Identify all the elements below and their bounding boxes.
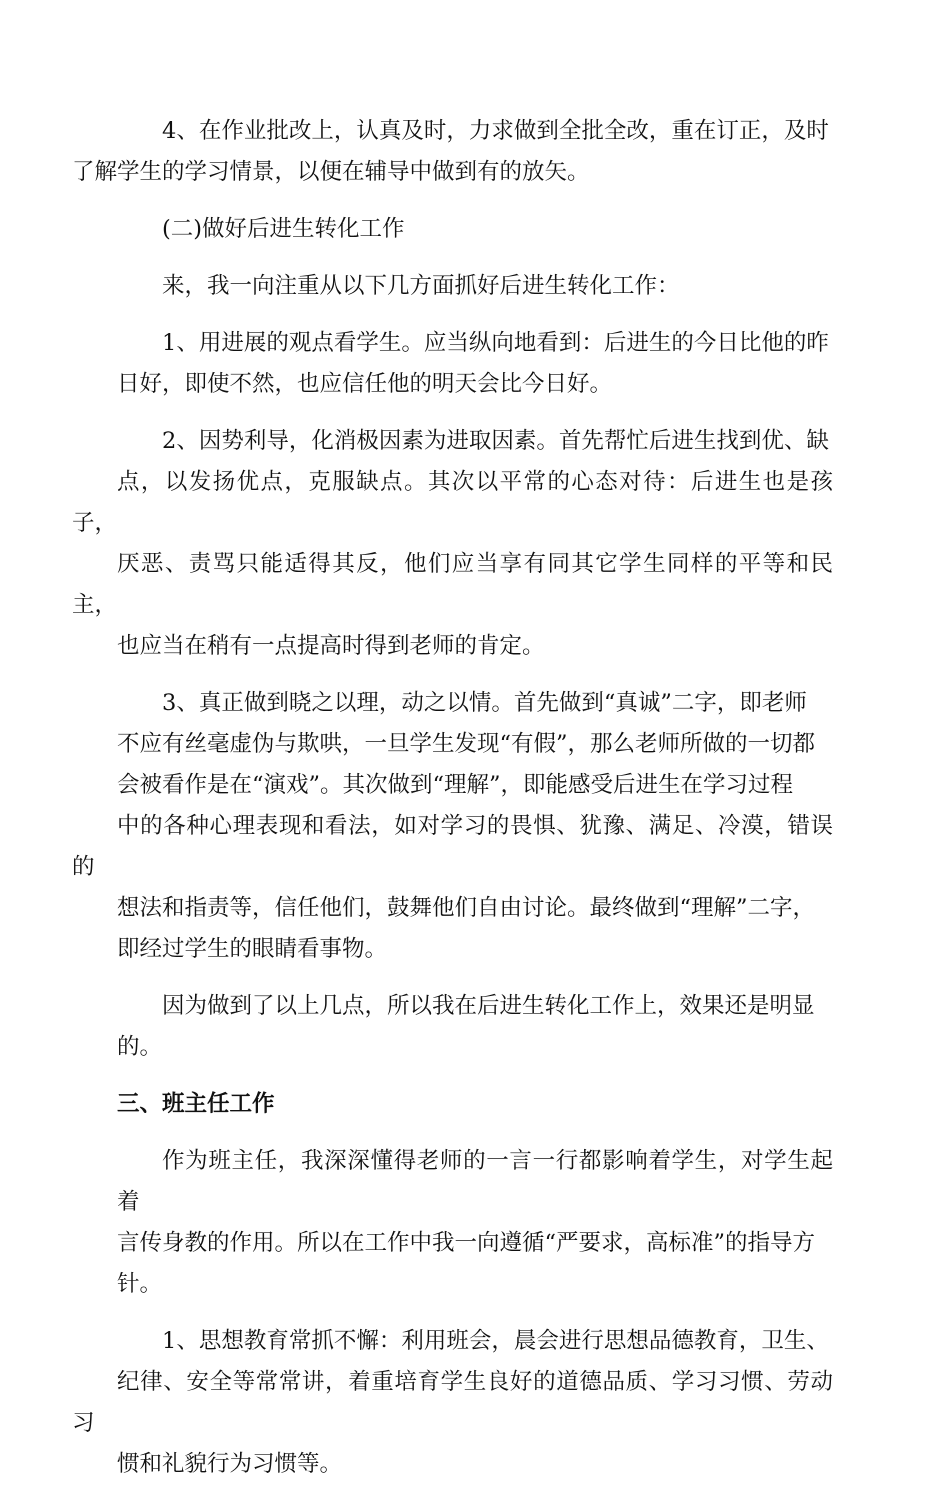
- paragraph-point-3: [72, 683, 833, 970]
- text-line: 来，我一向注重从以下几方面抓好后进生转化工作：: [162, 273, 680, 299]
- text-line: 惯和礼貌行为习惯等。: [117, 1451, 343, 1477]
- text-line: 言传身教的作用。所以在工作中我一向遵循“严要求，高标准”的指导方: [117, 1230, 816, 1256]
- text-line: 点，以发扬优点，克服缺点。其次以平常的心态对待：后进生也是孩子，: [72, 469, 833, 536]
- text-line: 日好，即使不然，也应信任他的明天会比今日好。: [117, 371, 613, 397]
- text-line: 中的各种心理表现和看法，如对学习的畏惧、犹豫、满足、冷漠，错误的: [72, 813, 833, 880]
- text-line: 1、用进展的观点看学生。应当纵向地看到：后进生的今日比他的昨: [162, 330, 829, 356]
- text-line: 1、思想教育常抓不懈：利用班会，晨会进行思想品德教育，卫生、: [162, 1328, 829, 1354]
- paragraph-point-1: [117, 323, 833, 405]
- document-body: [72, 111, 833, 1501]
- text-line: 不应有丝毫虚伪与欺哄，一旦学生发现“有假”，那么老师所做的一切都: [117, 731, 816, 757]
- text-line: 也应当在稍有一点提高时得到老师的肯定。: [117, 633, 545, 659]
- text-line: 2、因势利导，化消极因素为进取因素。首先帮忙后进生找到优、缺: [162, 428, 829, 454]
- text-line: 会被看作是在“演戏”。其次做到“理解”，即能感受后进生在学习过程: [117, 772, 794, 798]
- text-line: 的。: [117, 1034, 163, 1060]
- text-line: 作为班主任，我深深懂得老师的一言一行都影响着学生，对学生起着: [117, 1148, 833, 1215]
- paragraph-class-teacher-intro: [117, 1141, 833, 1305]
- text-line: 针。: [117, 1271, 163, 1297]
- paragraph-ideology-education: [72, 1321, 833, 1485]
- subsection-title-struggling-students: [117, 209, 833, 250]
- text-line: 因为做到了以上几点，所以我在后进生转化工作上，效果还是明显: [162, 993, 815, 1019]
- section-heading-class-teacher: 三、班主任工作: [117, 1091, 275, 1117]
- text-line: 4、在作业批改上，认真及时，力求做到全批全改，重在订正，及时: [162, 118, 829, 144]
- text-line: 纪律、安全等常常讲，着重培育学生良好的道德品质、学习习惯、劳动习: [72, 1369, 833, 1436]
- text-line: 即经过学生的眼睛看事物。: [117, 936, 388, 962]
- paragraph-intro: [117, 266, 833, 307]
- text-line: 想法和指责等，信任他们，鼓舞他们自由讨论。最终做到“理解”二字，: [117, 895, 816, 921]
- paragraph-homework-grading: [72, 111, 833, 193]
- text-line: 厌恶、责骂只能适得其反，他们应当享有同其它学生同样的平等和民主，: [72, 551, 833, 618]
- text-line: (二)做好后进生转化工作: [162, 216, 405, 242]
- text-line: 了解学生的学习情景，以便在辅导中做到有的放矢。: [72, 159, 590, 185]
- text-line: 3、真正做到晓之以理，动之以情。首先做到“真诚”二字，即老师: [162, 690, 807, 716]
- paragraph-result: [117, 986, 833, 1068]
- paragraph-point-2: [72, 421, 833, 667]
